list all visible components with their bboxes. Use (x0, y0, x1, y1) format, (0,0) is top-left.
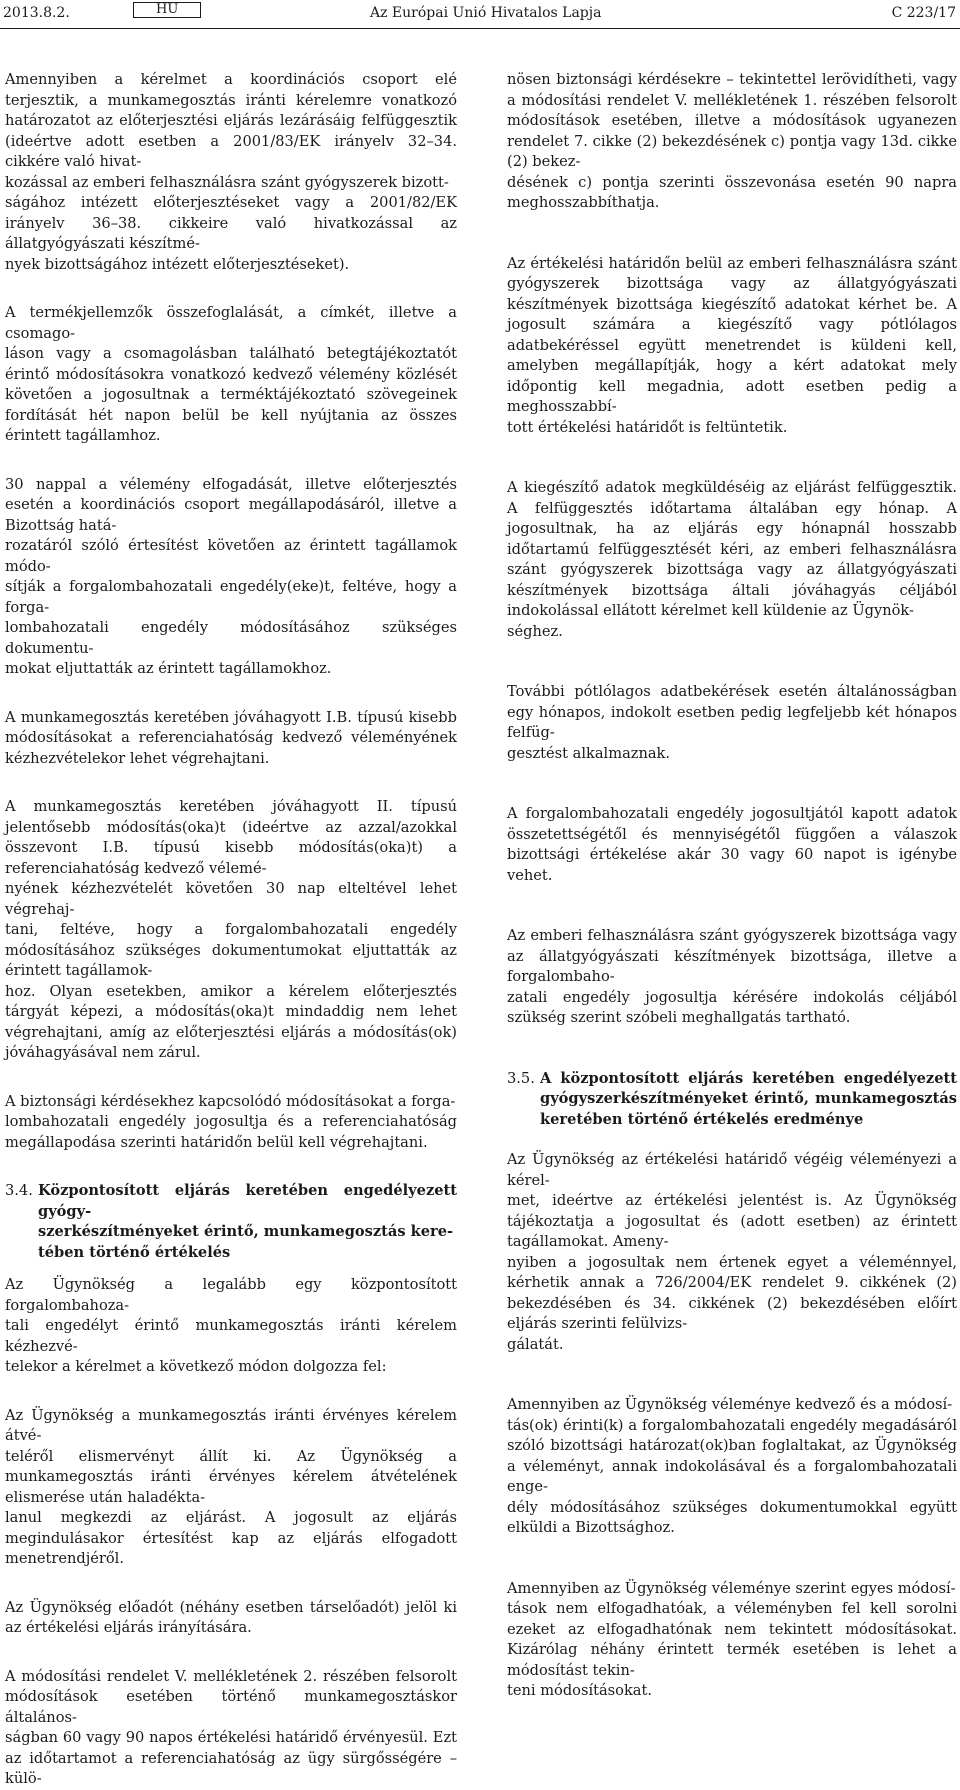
paragraph: Amennyiben az Ügynökség véleménye szerint egyes módosí- tások nem elfogadhatóak, a véleményben fel kell sorolni ezeket az elfogadhatónak nem tekintett módosításokat. Kizárólag néhány érintett termék esetében is lehet a módosítást tekin- teni módosításokat. (507, 1579, 957, 1699)
paragraph: A termékjellemzők összefoglalását, a címkét, illetve a csomago- láson vagy a csomagolásban található betegtájékoztatót érintő módosításokra vonatkozó kedvező vélemény közlését követően a jogosultnak a terméktájékoztató szövegeinek fordítását hét napon belül be kell nyújtania az összes érintett tagállamhoz. (5, 304, 457, 444)
right-column (507, 70, 957, 1702)
publication-date: 2013.8.2. (3, 5, 70, 21)
section-heading (5, 1181, 457, 1263)
paragraph: nösen biztonsági kérdésekre – tekintettel lerövidítheti, vagy a módosítási rendelet V. mellékletének 1. részében felsorolt módosítások esetében, illetve a módosítások ugyanezen rendelet 7. cikke (2) bekezdésének c) pontja vagy 13d. cikke (2) bekez- désének c) pontja szerinti összevonása esetén 90 napra meghosszabbíthatja. (507, 71, 957, 211)
paragraph: Az Ügynökség a legalább egy központosított forgalombahoza- tali engedélyt érintő munkamegosztás iránti kérelem kézhezvé- telekor a kérelmet a következő módon dolgozza fel: (5, 1276, 457, 1375)
paragraph: További pótlólagos adatbekérések esetén általánosságban egy hónapos, indokolt esetben pedig legfeljebb két hónapos felfüg- gesztést alkalmaznak. (507, 683, 957, 762)
header-rule (0, 28, 960, 29)
left-column (5, 70, 457, 1790)
paragraph: 30 nappal a vélemény elfogadását, illetve előterjesztés esetén a koordinációs csoport megállapodásáról, illetve a Bizottság hatá- rozatáról szóló értesítést követően az érintett tagállamok módo- sítják a forgalombahozatali engedély(eke)t, feltéve, hogy a forga- lombahozatali engedély módosításához szükséges dokumentu- mokat eljuttatták az érintett tagállamokhoz. (5, 475, 457, 677)
section-title: Központosított eljárás keretében engedélyezett gyógy- szerkészítményeket érintő, munkamegosztás kere- tében történő értékelés (38, 1182, 457, 1261)
paragraph: A módosítási rendelet V. mellékletének 2. részében felsorolt módosítások esetében történő munkamegosztáskor általános- ságban 60 vagy 90 napos értékelési határidő érvényesül. Ezt az időtartamot a referenciahatóság az ügy sürgősségére – külö- (5, 1667, 457, 1787)
section-heading (507, 1069, 957, 1131)
paragraph: A forgalombahozatali engedély jogosultjától kapott adatok összetettségétől és mennyiségétől függően a válaszok bizottsági értékelése akár 30 vagy 60 napot is igénybe vehet. (507, 805, 957, 884)
paragraph: A biztonsági kérdésekhez kapcsolódó módosításokat a forga- lombahozatali engedély jogosultja és a referenciahatóság megállapodása szerinti határidőn belül kell végrehajtani. (5, 1092, 457, 1151)
paragraph: Az emberi felhasználásra szánt gyógyszerek bizottsága vagy az állatgyógyászati készítmények bizottsága, illetve a forgalombaho- zatali engedély jogosultja kérésére indokolás céljából szükség szerint szóbeli meghallgatás tartható. (507, 927, 957, 1026)
language-badge: HU (133, 2, 201, 18)
journal-title: Az Európai Unió Hivatalos Lapja (370, 5, 602, 21)
page-reference: C 223/17 (891, 5, 956, 21)
paragraph: A munkamegosztás keretében jóváhagyott I.B. típusú kisebb módosításokat a referenciahatóság kedvező véleményének kézhezvételekor lehet végrehajtani. (5, 708, 457, 767)
paragraph: Az értékelési határidőn belül az emberi felhasználásra szánt gyógyszerek bizottsága vagy az állatgyógyászati készítmények bizottsága kiegészítő adatokat kérhet be. A jogosult számára a kiegészítő vagy pótlólagos adatbekéréssel együtt menetrendet is küldeni kell, amelyben megállapítják, hogy a kért adatokat mely időpontig kell megadnia, adott esetben pedig a meghosszabbí- tott értékelési határidőt is feltüntetik. (507, 254, 957, 436)
paragraph: A kiegészítő adatok megküldéséig az eljárást felfüggesztik. A felfüggesztés időtartama általában egy hónap. A jogosultnak, ha az eljárás egy hónapnál hosszabb időtartamú felfüggesztését kéri, az emberi felhasználásra szánt gyógyszerek bizottsága vagy az állatgyógyászati készítmények bizottsága általi jóváhagyás céljából indokolással ellátott kérelmet kell küldenie az Ügynök- séghez. (507, 479, 957, 640)
section-number: 3.5. (507, 1069, 535, 1087)
section-number: 3.4. (5, 1182, 33, 1199)
page-header (0, 0, 960, 30)
paragraph: Az Ügynökség az értékelési határidő végéig véleményezi a kérel- met, ideértve az értékelési jelentést is. Az Ügynökség tájékoztatja a jogosultat és (adott esetben) az érintett tagállamokat. Ameny- nyiben a jogosultak nem értenek egyet a véleménnyel, kérhetik annak a 726/2004/EK rendelet 9. cikkének (2) bekezdésében és 34. cikkének (2) bekezdésében előírt eljárás szerinti felülvizs- gálatát. (507, 1151, 957, 1353)
paragraph: Az Ügynökség előadót (néhány esetben társelőadót) jelöl ki az értékelési eljárás irányítására. (5, 1598, 457, 1636)
paragraph: A munkamegosztás keretében jóváhagyott II. típusú jelentősebb módosítás(oka)t (ideértve az azzal/azokkal összevont I.B. típusú kisebb módosítás(oka)t) a referenciahatóság kedvező vélemé- nyének kézhezvételét követően 30 nap elteltével lehet végrehaj- tani, feltéve, hogy a forgalombahozatali engedély módosításához szükséges dokumentumokat eljuttatták az érintett tagállamok- hoz. Olyan esetekben, amikor a kérelem előterjesztés tárgyát képezi, a módosítás(oka)t mindaddig nem lehet végrehajtani, amíg az előterjesztési eljárás a módosítás(ok) jóváhagyásával nem zárul. (5, 798, 457, 1061)
paragraph: Amennyiben a kérelmet a koordinációs csoport elé terjesztik, a munkamegosztás iránti kérelemre vonatkozó határozatot az előterjesztési eljárás lezárásáig felfüggesztik (ideértve adott esetben a 2001/83/EK irányelv 32–34. cikkére való hivat- kozással az emberi felhasználásra szánt gyógyszerek bizott- ságához intézett előterjesztéseket vagy a 2001/82/EK irányelv 36–38. cikkeire való hivatkozással az állatgyógyászati készítmé- nyek bizottságához intézett előterjesztéseket). (5, 71, 457, 273)
paragraph: Amennyiben az Ügynökség véleménye kedvező és a módosí- tás(ok) érinti(k) a forgalombahozatali engedély megadásáról szóló bizottsági határozat(ok)ban foglaltakat, az Ügynökség a véleményt, annak indokolásával és a forgalombahozatali enge- dély módosításához szükséges dokumentumokkal együtt elküldi a Bizottsághoz. (507, 1396, 957, 1536)
section-title: A központosított eljárás keretében engedélyezett gyógyszerkészítményeket érintő, munkamegosztás keretében történő értékelés eredménye (540, 1069, 957, 1128)
paragraph: Az Ügynökség a munkamegosztás iránti érvényes kérelem átvé- teléről elismervényt állít ki. Az Ügynökség a munkamegosztás iránti érvényes kérelem átvételének elismerése után haladékta- lanul megkezdi az eljárást. A jogosult az eljárás megindulásakor értesítést kap az eljárás elfogadott menetrendjéről. (5, 1406, 457, 1567)
